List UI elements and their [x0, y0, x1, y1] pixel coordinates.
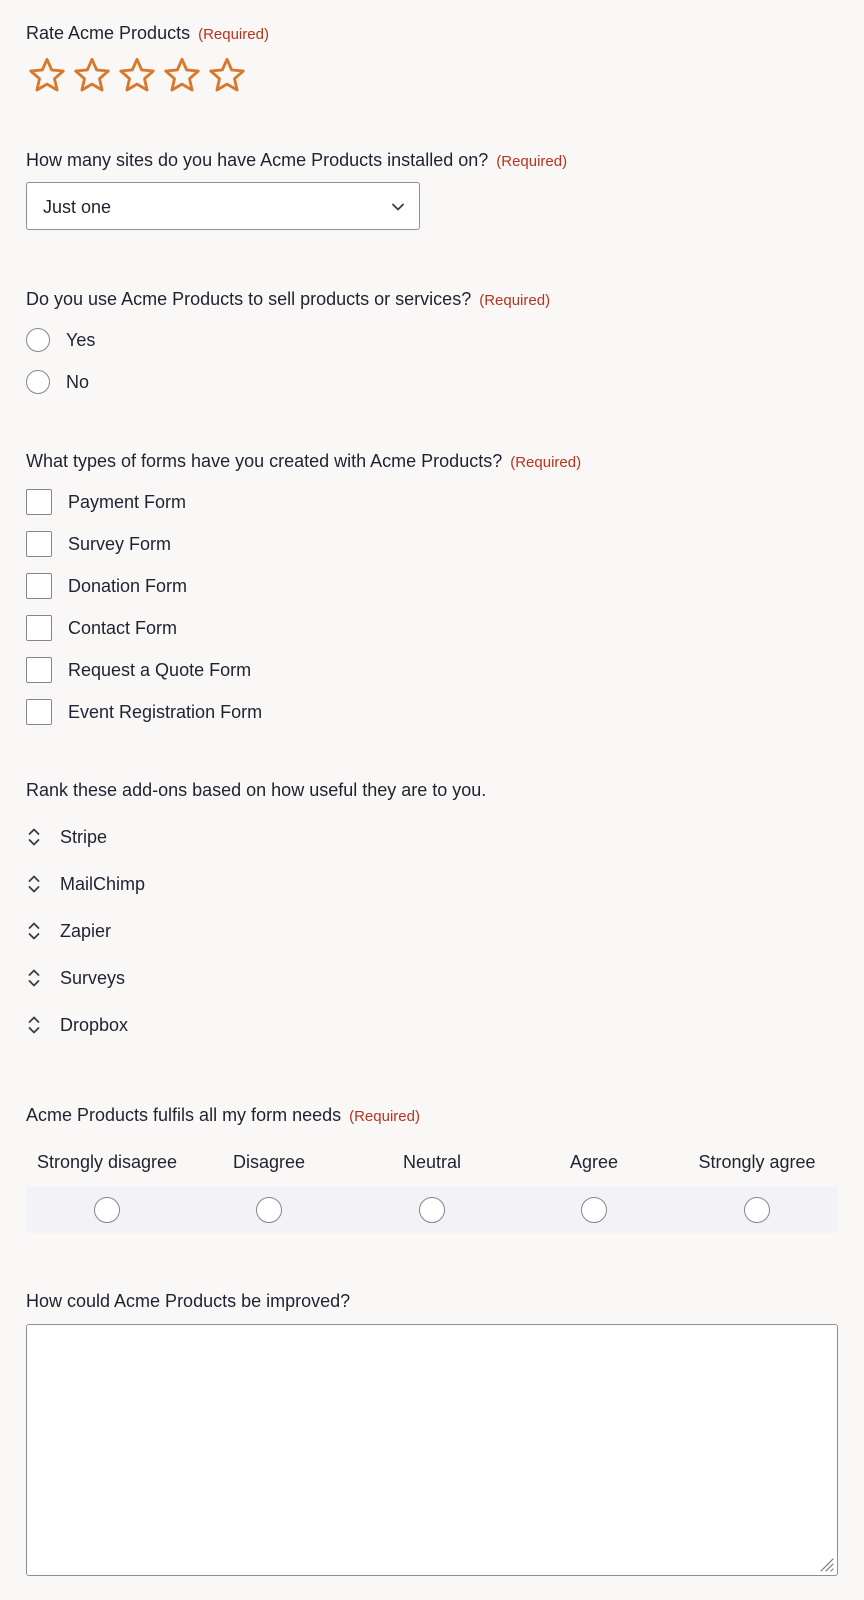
improve-question-text: How could Acme Products be improved? [26, 1291, 351, 1311]
star-icon[interactable] [208, 56, 246, 94]
option-label: Payment Form [68, 491, 187, 512]
required-marker: (Required) [496, 153, 568, 170]
likert-question-label [26, 1103, 420, 1129]
option-label: Contact Form [68, 617, 178, 638]
required-marker: (Required) [510, 454, 582, 471]
chevron-down-icon [391, 200, 405, 214]
sites-select[interactable] [26, 182, 420, 230]
sell-question-label [26, 287, 550, 313]
form-type-option[interactable] [26, 614, 177, 642]
option-label: Survey Form [68, 533, 172, 554]
rank-item[interactable] [26, 1012, 128, 1038]
form-types-question-text: What types of forms have you created with Acme Products? [26, 451, 503, 471]
improve-question-label [26, 1289, 350, 1313]
required-marker: (Required) [349, 1108, 420, 1125]
sort-handle-icon[interactable] [26, 1013, 42, 1037]
likert-column-agree: Agree [569, 1152, 619, 1172]
option-label: Yes [66, 329, 96, 350]
likert-radio-neutral[interactable] [419, 1197, 445, 1223]
likert-radio-strongly-agree[interactable] [744, 1197, 770, 1223]
rank-question-text: Rank these add-ons based on how useful they are to you. [26, 780, 487, 800]
sort-handle-icon[interactable] [26, 919, 42, 943]
sites-question-label [26, 148, 567, 174]
sell-option-no[interactable] [26, 368, 89, 396]
likert-column-disagree: Disagree [232, 1152, 306, 1172]
resize-handle-icon[interactable] [817, 1555, 835, 1573]
checkbox[interactable] [26, 615, 52, 641]
likert-column-strongly-agree: Strongly agree [698, 1152, 816, 1172]
sort-handle-icon[interactable] [26, 825, 42, 849]
likert-column-strongly-disagree: Strongly disagree [36, 1152, 178, 1172]
rank-item-label: Surveys [60, 967, 126, 988]
rank-item-label: Dropbox [60, 1014, 129, 1035]
star-icon[interactable] [28, 56, 66, 94]
option-label: Request a Quote Form [68, 659, 252, 680]
rank-item-label: Zapier [60, 920, 112, 941]
star-rating [28, 56, 246, 94]
improve-textarea[interactable] [26, 1324, 838, 1576]
likert-radio-agree[interactable] [581, 1197, 607, 1223]
star-icon[interactable] [163, 56, 201, 94]
form-type-option[interactable] [26, 572, 187, 600]
form-type-option[interactable] [26, 698, 262, 726]
rank-item[interactable] [26, 871, 145, 897]
sort-handle-icon[interactable] [26, 966, 42, 990]
rank-item[interactable] [26, 824, 107, 850]
rating-question-text: Rate Acme Products [26, 23, 191, 43]
option-label: No [66, 371, 90, 392]
likert-column-neutral: Neutral [402, 1152, 462, 1172]
option-label: Donation Form [68, 575, 188, 596]
sort-handle-icon[interactable] [26, 872, 42, 896]
checkbox[interactable] [26, 573, 52, 599]
checkbox[interactable] [26, 699, 52, 725]
sell-question-text: Do you use Acme Products to sell products or services? [26, 289, 472, 309]
star-icon[interactable] [73, 56, 111, 94]
sites-question-text: How many sites do you have Acme Products installed on? [26, 150, 489, 170]
required-marker: (Required) [198, 26, 269, 43]
rating-question-label [26, 21, 269, 47]
rank-question-label [26, 778, 486, 802]
radio-button[interactable] [26, 328, 50, 352]
required-marker: (Required) [479, 292, 551, 309]
form-types-question-label [26, 449, 581, 475]
likert-radio-disagree[interactable] [256, 1197, 282, 1223]
checkbox[interactable] [26, 531, 52, 557]
rank-item-label: Stripe [60, 826, 108, 847]
rank-item[interactable] [26, 918, 111, 944]
checkbox[interactable] [26, 489, 52, 515]
form-type-option[interactable] [26, 656, 251, 684]
likert-radio-strongly-disagree[interactable] [94, 1197, 120, 1223]
star-icon[interactable] [118, 56, 156, 94]
form-type-option[interactable] [26, 530, 171, 558]
radio-button[interactable] [26, 370, 50, 394]
sites-select-value: Just one [43, 197, 112, 217]
rank-item[interactable] [26, 965, 125, 991]
sell-option-yes[interactable] [26, 326, 95, 354]
checkbox[interactable] [26, 657, 52, 683]
likert-question-text: Acme Products fulfils all my form needs [26, 1105, 342, 1125]
option-label: Event Registration Form [68, 701, 263, 722]
rank-item-label: MailChimp [60, 873, 146, 894]
form-type-option[interactable] [26, 488, 186, 516]
